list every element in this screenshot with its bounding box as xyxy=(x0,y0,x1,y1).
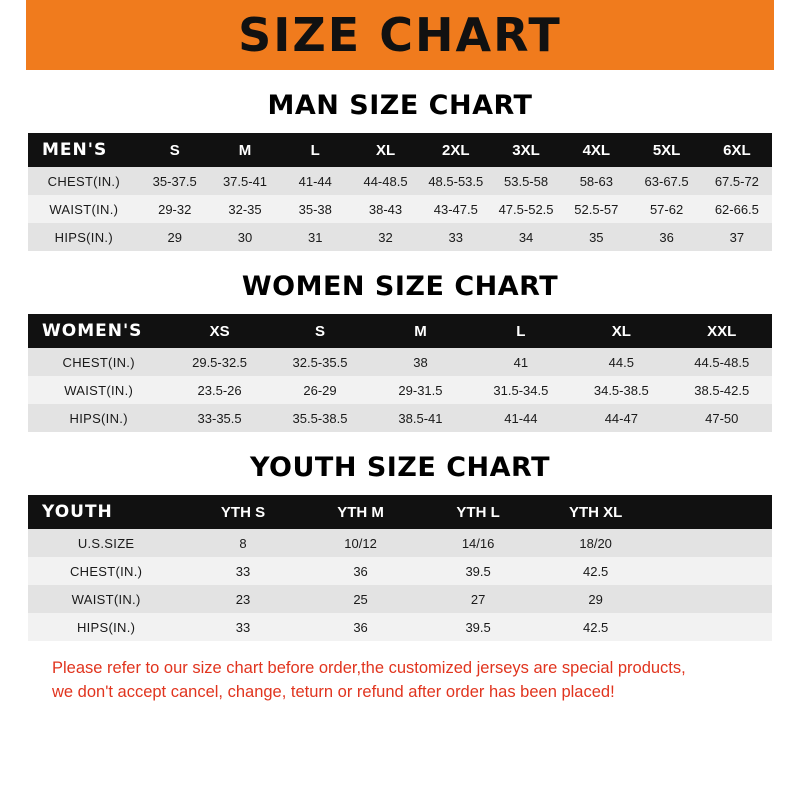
men-col-6: 4XL xyxy=(561,133,631,167)
women-cell-0-2: 38 xyxy=(370,348,470,376)
men-cell-2-1: 30 xyxy=(210,223,280,251)
women-col-2: M xyxy=(370,314,470,348)
men-cell-1-8: 62-66.5 xyxy=(702,195,772,223)
women-col-1: S xyxy=(270,314,370,348)
men-size-table xyxy=(28,133,772,251)
footer-line-1: Please refer to our size chart before order,the customized jerseys are special products, xyxy=(52,659,686,677)
women-cell-2-3: 41-44 xyxy=(471,404,571,432)
men-col-1: M xyxy=(210,133,280,167)
men-col-7: 5XL xyxy=(631,133,701,167)
women-col-4: XL xyxy=(571,314,671,348)
women-cell-1-4: 34.5-38.5 xyxy=(571,376,671,404)
page-title: SIZE CHART xyxy=(238,8,562,62)
women-row-label-2: HIPS(IN.) xyxy=(28,404,169,432)
youth-cell-1-3: 42.5 xyxy=(537,557,655,585)
youth-section-title: YOUTH SIZE CHART xyxy=(249,452,551,483)
men-cell-2-2: 31 xyxy=(280,223,350,251)
banner-right-margin xyxy=(774,0,800,70)
youth-row-label-1: CHEST(IN.) xyxy=(28,557,184,585)
banner-left-margin xyxy=(0,0,26,70)
men-cell-0-4: 48.5-53.5 xyxy=(421,167,491,195)
youth-header-label: YOUTH xyxy=(28,495,184,529)
men-cell-1-3: 38-43 xyxy=(350,195,420,223)
youth-col-spacer xyxy=(654,495,772,529)
men-cell-0-3: 44-48.5 xyxy=(350,167,420,195)
youth-size-table xyxy=(28,495,772,641)
women-cell-0-1: 32.5-35.5 xyxy=(270,348,370,376)
men-size-section xyxy=(28,90,772,251)
youth-col-0: YTH S xyxy=(184,495,302,529)
women-col-0: XS xyxy=(169,314,269,348)
men-col-8: 6XL xyxy=(702,133,772,167)
men-cell-1-7: 57-62 xyxy=(631,195,701,223)
youth-cell-1-spacer xyxy=(654,557,772,585)
women-header-label: WOMEN'S xyxy=(28,314,169,348)
table-header-row xyxy=(28,495,772,529)
men-section-title: MAN SIZE CHART xyxy=(267,90,533,121)
women-cell-0-5: 44.5-48.5 xyxy=(672,348,772,376)
men-cell-0-2: 41-44 xyxy=(280,167,350,195)
women-cell-1-3: 31.5-34.5 xyxy=(471,376,571,404)
youth-cell-3-2: 39.5 xyxy=(419,613,537,641)
men-cell-0-7: 63-67.5 xyxy=(631,167,701,195)
youth-cell-0-2: 14/16 xyxy=(419,529,537,557)
men-col-2: L xyxy=(280,133,350,167)
men-cell-1-1: 32-35 xyxy=(210,195,280,223)
men-cell-1-2: 35-38 xyxy=(280,195,350,223)
table-row xyxy=(28,613,772,641)
table-row xyxy=(28,348,772,376)
youth-col-2: YTH L xyxy=(419,495,537,529)
youth-cell-3-1: 36 xyxy=(302,613,420,641)
table-row xyxy=(28,404,772,432)
footer-line-2: we don't accept cancel, change, teturn or refund after order has been placed! xyxy=(52,682,615,701)
women-cell-0-0: 29.5-32.5 xyxy=(169,348,269,376)
women-cell-1-1: 26-29 xyxy=(270,376,370,404)
youth-cell-2-2: 27 xyxy=(419,585,537,613)
men-row-label-2: HIPS(IN.) xyxy=(28,223,140,251)
women-cell-2-5: 47-50 xyxy=(672,404,772,432)
table-row xyxy=(28,529,772,557)
women-col-3: L xyxy=(471,314,571,348)
men-row-label-0: CHEST(IN.) xyxy=(28,167,140,195)
men-cell-1-5: 47.5-52.5 xyxy=(491,195,561,223)
table-row xyxy=(28,585,772,613)
youth-cell-0-3: 18/20 xyxy=(537,529,655,557)
men-col-0: S xyxy=(140,133,210,167)
youth-cell-0-spacer xyxy=(654,529,772,557)
youth-cell-2-1: 25 xyxy=(302,585,420,613)
women-size-table xyxy=(28,314,772,432)
youth-cell-2-0: 23 xyxy=(184,585,302,613)
men-cell-1-0: 29-32 xyxy=(140,195,210,223)
men-cell-1-4: 43-47.5 xyxy=(421,195,491,223)
table-row xyxy=(28,376,772,404)
table-row xyxy=(28,557,772,585)
men-row-label-1: WAIST(IN.) xyxy=(28,195,140,223)
women-col-5: XXL xyxy=(672,314,772,348)
youth-row-label-0: U.S.SIZE xyxy=(28,529,184,557)
men-cell-2-0: 29 xyxy=(140,223,210,251)
women-size-section xyxy=(28,271,772,432)
men-cell-2-5: 34 xyxy=(491,223,561,251)
women-cell-1-5: 38.5-42.5 xyxy=(672,376,772,404)
men-cell-2-4: 33 xyxy=(421,223,491,251)
youth-size-section xyxy=(28,452,772,641)
youth-col-1: YTH M xyxy=(302,495,420,529)
content-area xyxy=(0,90,800,705)
men-cell-2-3: 32 xyxy=(350,223,420,251)
women-cell-2-2: 38.5-41 xyxy=(370,404,470,432)
youth-cell-1-0: 33 xyxy=(184,557,302,585)
women-row-label-1: WAIST(IN.) xyxy=(28,376,169,404)
women-row-label-0: CHEST(IN.) xyxy=(28,348,169,376)
footer-disclaimer xyxy=(28,657,772,705)
men-col-3: XL xyxy=(350,133,420,167)
men-cell-0-8: 67.5-72 xyxy=(702,167,772,195)
youth-cell-0-1: 10/12 xyxy=(302,529,420,557)
men-cell-1-6: 52.5-57 xyxy=(561,195,631,223)
men-header-label: MEN'S xyxy=(28,133,140,167)
men-cell-0-5: 53.5-58 xyxy=(491,167,561,195)
youth-cell-1-1: 36 xyxy=(302,557,420,585)
women-cell-0-4: 44.5 xyxy=(571,348,671,376)
women-cell-2-0: 33-35.5 xyxy=(169,404,269,432)
youth-cell-3-3: 42.5 xyxy=(537,613,655,641)
women-section-title: WOMEN SIZE CHART xyxy=(241,271,559,302)
youth-cell-2-3: 29 xyxy=(537,585,655,613)
women-cell-2-4: 44-47 xyxy=(571,404,671,432)
women-cell-1-0: 23.5-26 xyxy=(169,376,269,404)
table-header-row xyxy=(28,133,772,167)
table-row xyxy=(28,223,772,251)
youth-row-label-2: WAIST(IN.) xyxy=(28,585,184,613)
women-cell-2-1: 35.5-38.5 xyxy=(270,404,370,432)
women-cell-1-2: 29-31.5 xyxy=(370,376,470,404)
youth-cell-3-spacer xyxy=(654,613,772,641)
men-cell-0-1: 37.5-41 xyxy=(210,167,280,195)
youth-cell-3-0: 33 xyxy=(184,613,302,641)
men-cell-0-0: 35-37.5 xyxy=(140,167,210,195)
table-header-row xyxy=(28,314,772,348)
men-cell-0-6: 58-63 xyxy=(561,167,631,195)
men-col-4: 2XL xyxy=(421,133,491,167)
youth-cell-0-0: 8 xyxy=(184,529,302,557)
youth-cell-1-2: 39.5 xyxy=(419,557,537,585)
youth-cell-2-spacer xyxy=(654,585,772,613)
youth-col-3: YTH XL xyxy=(537,495,655,529)
men-col-5: 3XL xyxy=(491,133,561,167)
table-row xyxy=(28,195,772,223)
header-banner xyxy=(0,0,800,70)
men-cell-2-7: 36 xyxy=(631,223,701,251)
youth-row-label-3: HIPS(IN.) xyxy=(28,613,184,641)
men-cell-2-8: 37 xyxy=(702,223,772,251)
men-cell-2-6: 35 xyxy=(561,223,631,251)
table-row xyxy=(28,167,772,195)
women-cell-0-3: 41 xyxy=(471,348,571,376)
